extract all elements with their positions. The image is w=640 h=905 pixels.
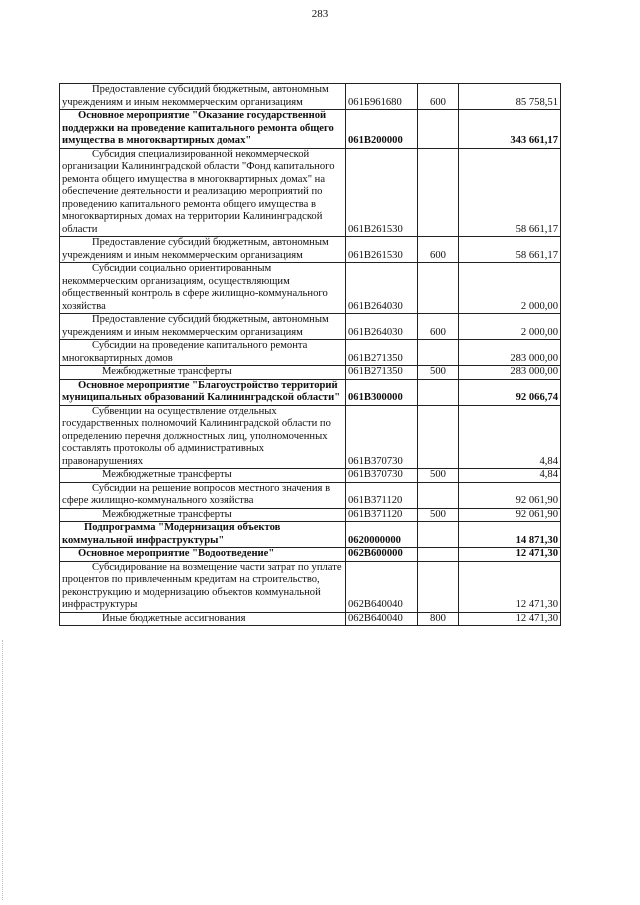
row-amount: 2 000,00 bbox=[459, 263, 561, 314]
row-amount: 58 661,17 bbox=[459, 237, 561, 263]
table-row bbox=[60, 110, 561, 149]
table-row bbox=[60, 314, 561, 340]
row-vr: 600 bbox=[418, 237, 459, 263]
row-amount: 2 000,00 bbox=[459, 314, 561, 340]
row-amount: 12 471,30 bbox=[459, 548, 561, 562]
row-name: Основное мероприятие "Оказание государственной поддержки на проведение капитального ремонта общего имущества в многоквартирных домах" bbox=[60, 110, 346, 149]
row-amount: 4,84 bbox=[459, 469, 561, 483]
row-name: Субвенции на осуществление отдельных государственных полномочий Калининградской области по определению перечня должностных лиц, уполномоченных составлять протоколы об административных правонарушениях bbox=[60, 405, 346, 469]
row-amount: 92 061,90 bbox=[459, 508, 561, 522]
row-name: Субсидия специализированной некоммерческой организации Калининградской области "Фонд капитального ремонта общего имущества в многоквартирных домах" на обеспечение деятельности и реализацию мероприятий по проведению капитального ремонта общего имущества в многоквартирных домах на территории Калининградской области bbox=[60, 148, 346, 237]
row-vr bbox=[418, 482, 459, 508]
table-row bbox=[60, 263, 561, 314]
row-vr: 500 bbox=[418, 469, 459, 483]
row-name: Субсидирование на возмещение части затрат по уплате процентов по привлеченным кредитам на строительство, реконструкцию и модернизацию объектов коммунальной инфраструктуры bbox=[60, 561, 346, 612]
row-vr bbox=[418, 110, 459, 149]
table-row bbox=[60, 508, 561, 522]
table-row bbox=[60, 561, 561, 612]
row-code: 061В261530 bbox=[346, 148, 418, 237]
row-vr bbox=[418, 379, 459, 405]
row-amount: 85 758,51 bbox=[459, 84, 561, 110]
row-amount: 14 871,30 bbox=[459, 522, 561, 548]
row-name: Межбюджетные трансферты bbox=[60, 366, 346, 380]
row-code: 062В600000 bbox=[346, 548, 418, 562]
row-vr bbox=[418, 548, 459, 562]
row-name: Предоставление субсидий бюджетным, автономным учреждениям и иным некоммерческим организациям bbox=[60, 237, 346, 263]
row-amount: 343 661,17 bbox=[459, 110, 561, 149]
row-name: Межбюджетные трансферты bbox=[60, 469, 346, 483]
budget-table bbox=[59, 83, 561, 626]
row-name: Основное мероприятие "Водоотведение" bbox=[60, 548, 346, 562]
row-vr: 800 bbox=[418, 612, 459, 626]
row-vr bbox=[418, 263, 459, 314]
table-row bbox=[60, 84, 561, 110]
row-name: Субсидии социально ориентированным некоммерческим организациям, осуществляющим общественный контроль в сфере жилищно-коммунального хозяйства bbox=[60, 263, 346, 314]
table-row bbox=[60, 469, 561, 483]
row-amount: 283 000,00 bbox=[459, 366, 561, 380]
row-name: Субсидии на проведение капитального ремонта многоквартирных домов bbox=[60, 340, 346, 366]
row-code: 061В370730 bbox=[346, 469, 418, 483]
row-vr bbox=[418, 522, 459, 548]
margin-dotted-line bbox=[2, 640, 4, 900]
row-code: 061В370730 bbox=[346, 405, 418, 469]
row-vr: 600 bbox=[418, 314, 459, 340]
row-code: 061В200000 bbox=[346, 110, 418, 149]
row-vr: 500 bbox=[418, 508, 459, 522]
table-row bbox=[60, 405, 561, 469]
row-code: 061В271350 bbox=[346, 366, 418, 380]
row-code: 061В371120 bbox=[346, 482, 418, 508]
row-name: Межбюджетные трансферты bbox=[60, 508, 346, 522]
row-code: 061В261530 bbox=[346, 237, 418, 263]
row-vr: 600 bbox=[418, 84, 459, 110]
page-number: 283 bbox=[311, 8, 329, 20]
row-amount: 283 000,00 bbox=[459, 340, 561, 366]
row-vr bbox=[418, 340, 459, 366]
row-name: Предоставление субсидий бюджетным, автономным учреждениям и иным некоммерческим организациям bbox=[60, 314, 346, 340]
table-row bbox=[60, 340, 561, 366]
row-amount: 4,84 bbox=[459, 405, 561, 469]
row-vr bbox=[418, 561, 459, 612]
row-vr bbox=[418, 405, 459, 469]
row-code: 062В640040 bbox=[346, 612, 418, 626]
row-code: 061В371120 bbox=[346, 508, 418, 522]
row-code: 0620000000 bbox=[346, 522, 418, 548]
table-row bbox=[60, 548, 561, 562]
table-row bbox=[60, 379, 561, 405]
table-row bbox=[60, 148, 561, 237]
table-row bbox=[60, 237, 561, 263]
row-vr bbox=[418, 148, 459, 237]
row-name: Иные бюджетные ассигнования bbox=[60, 612, 346, 626]
table-row bbox=[60, 612, 561, 626]
table-row bbox=[60, 366, 561, 380]
row-name: Основное мероприятие "Благоустройство территорий муниципальных образований Калининградской области" bbox=[60, 379, 346, 405]
row-amount: 92 066,74 bbox=[459, 379, 561, 405]
row-amount: 92 061,90 bbox=[459, 482, 561, 508]
row-code: 061В264030 bbox=[346, 314, 418, 340]
row-name: Субсидии на решение вопросов местного значения в сфере жилищно-коммунального хозяйства bbox=[60, 482, 346, 508]
table-row bbox=[60, 482, 561, 508]
row-name: Предоставление субсидий бюджетным, автономным учреждениям и иным некоммерческим организациям bbox=[60, 84, 346, 110]
row-code: 061В271350 bbox=[346, 340, 418, 366]
row-amount: 12 471,30 bbox=[459, 561, 561, 612]
row-amount: 58 661,17 bbox=[459, 148, 561, 237]
row-code: 062В640040 bbox=[346, 561, 418, 612]
table-row bbox=[60, 522, 561, 548]
row-code: 061В300000 bbox=[346, 379, 418, 405]
row-name: Подпрограмма "Модернизация объектов коммунальной инфраструктуры" bbox=[60, 522, 346, 548]
row-code: 061В264030 bbox=[346, 263, 418, 314]
row-code: 061Б961680 bbox=[346, 84, 418, 110]
row-amount: 12 471,30 bbox=[459, 612, 561, 626]
row-vr: 500 bbox=[418, 366, 459, 380]
